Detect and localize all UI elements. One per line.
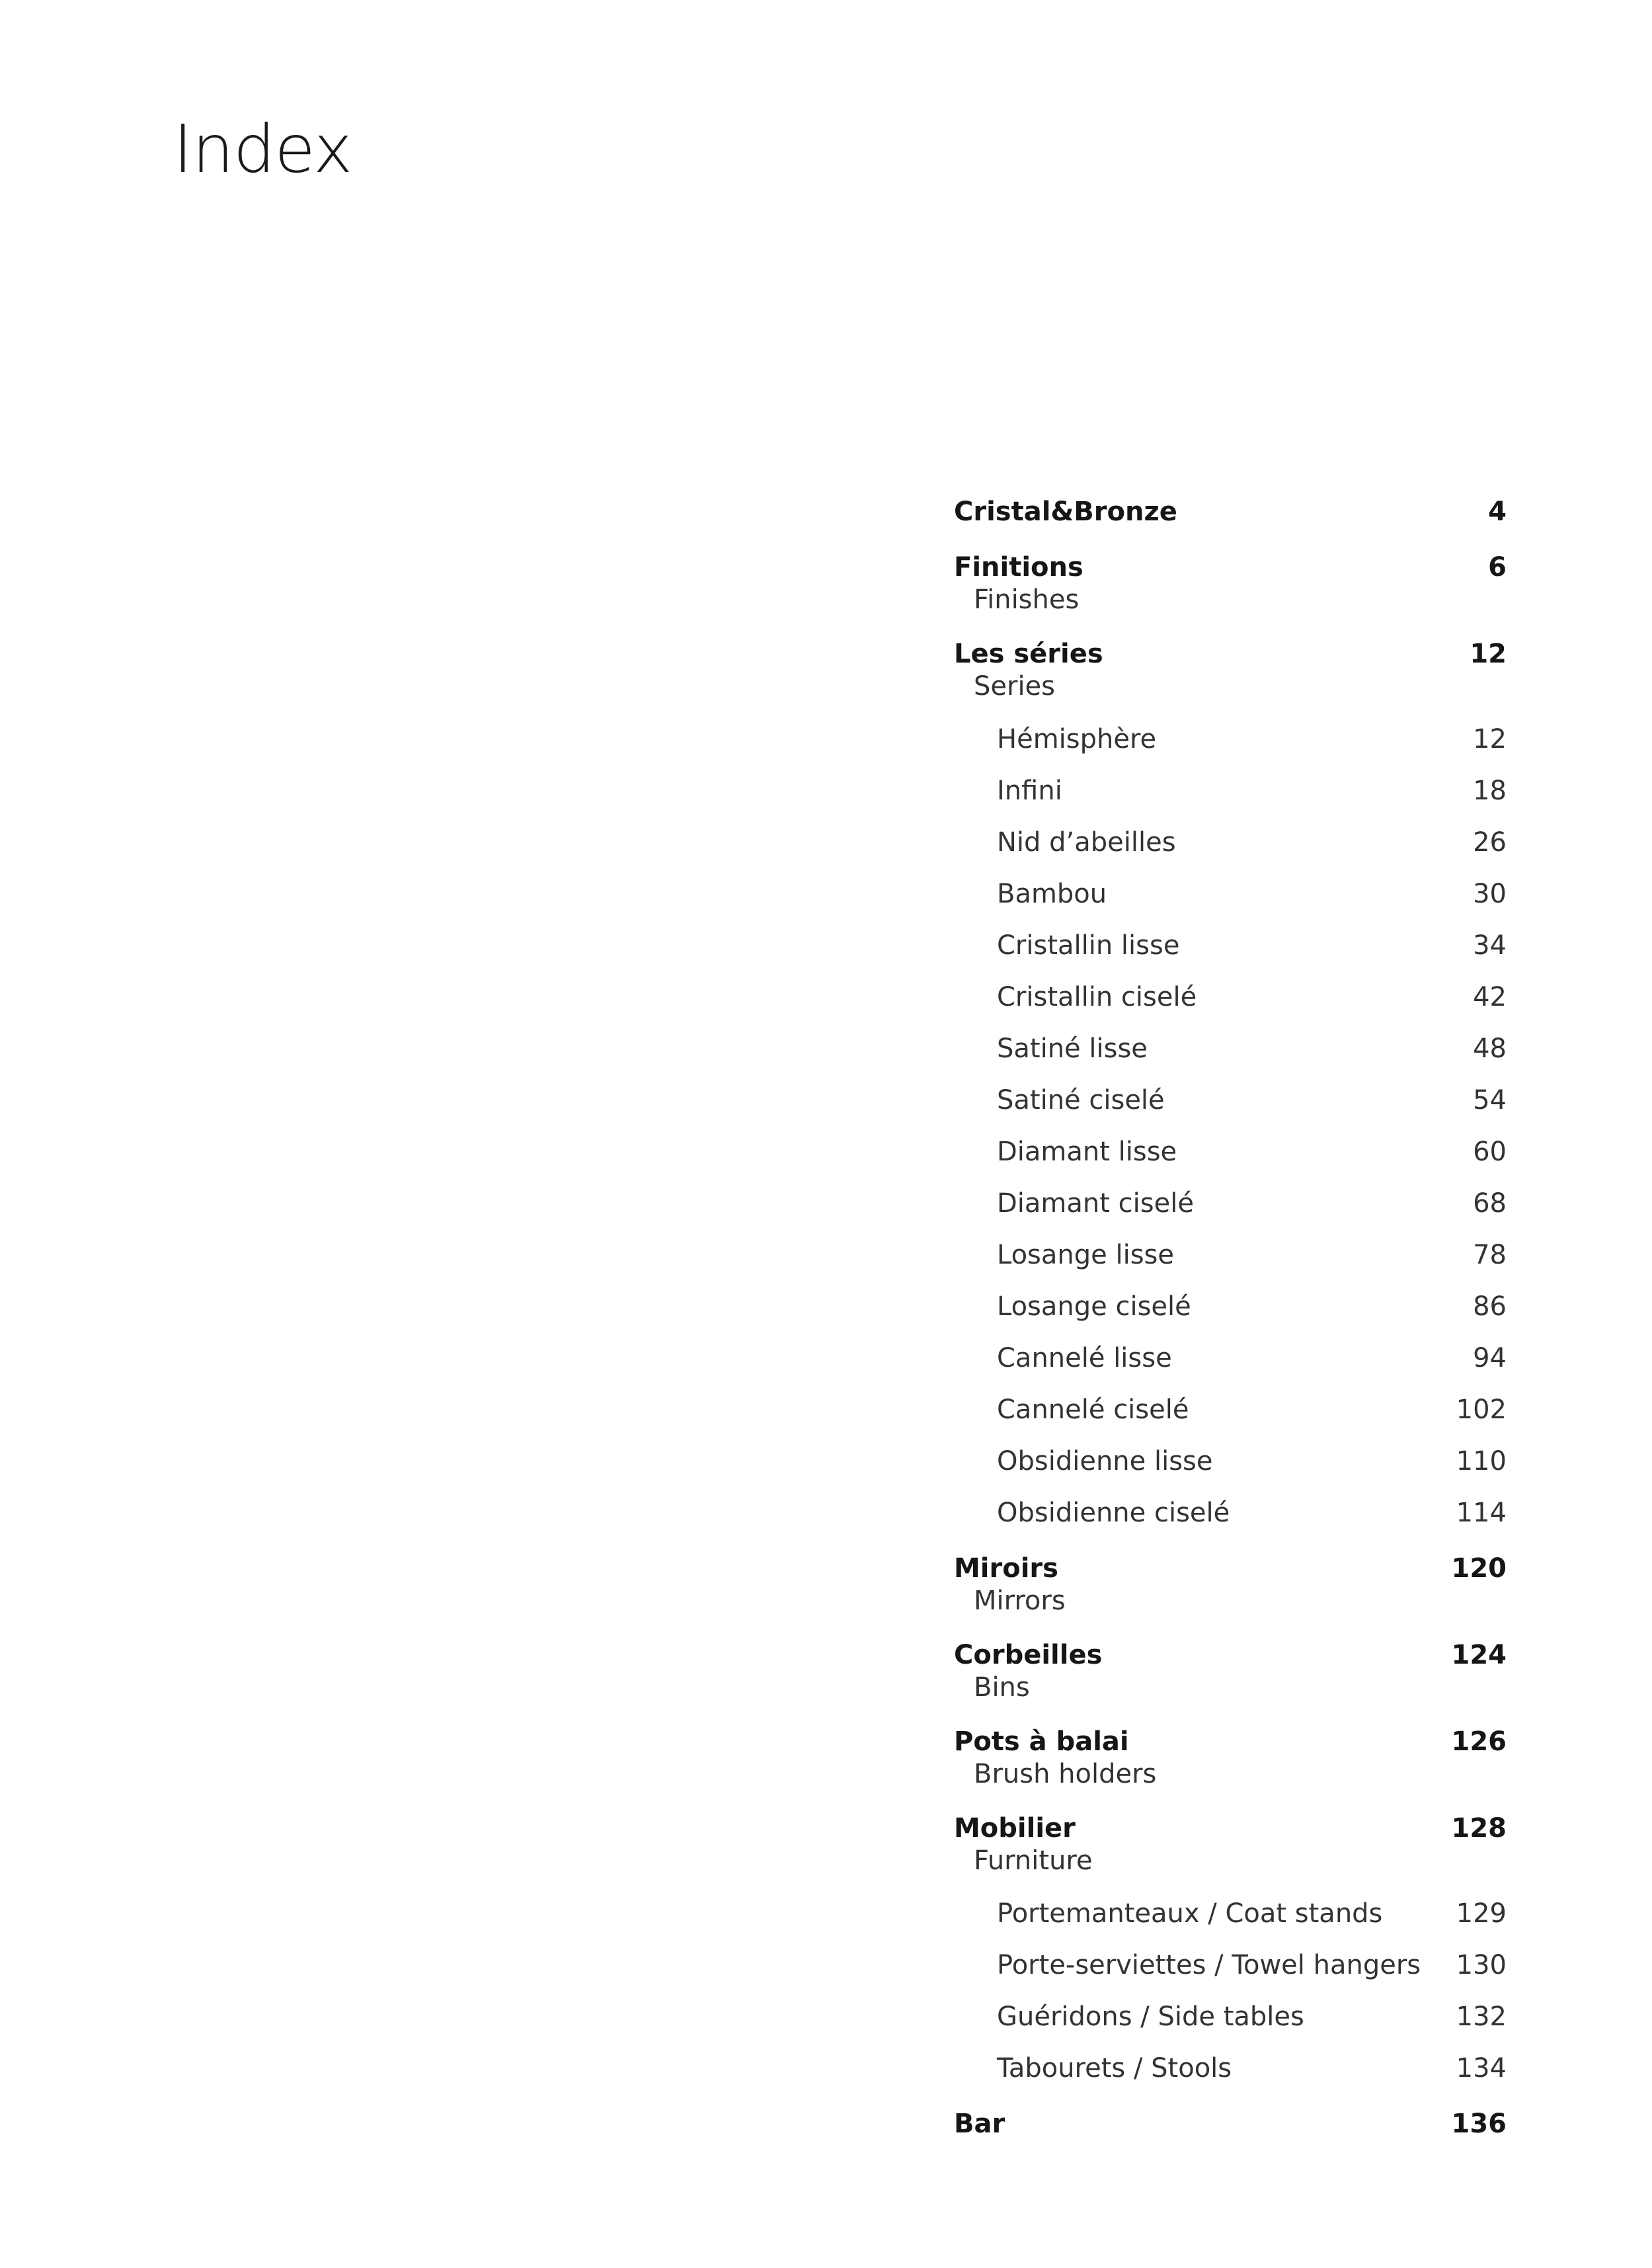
toc-entry-label: Mobilier [954,1813,1076,1843]
table-of-contents [954,495,1507,2141]
toc-entry-label: Les séries [954,639,1103,669]
toc-subentry[interactable] [954,1135,1507,1169]
toc-subentry-page: 26 [1473,827,1507,858]
toc-subentry-page: 110 [1456,1446,1507,1477]
toc-subentry-page: 102 [1456,1395,1507,1425]
toc-subentry-label: Bambou [997,879,1107,909]
toc-subentry-label: Losange ciselé [997,1291,1191,1322]
toc-subentry-page: 42 [1473,982,1507,1012]
toc-subentry[interactable] [954,1032,1507,1066]
toc-subentry-label: Satiné lisse [997,1033,1148,1064]
toc-subentry[interactable] [954,1289,1507,1324]
toc-entry-page: 6 [1488,552,1507,583]
toc-entry-finitions[interactable] [954,550,1507,585]
toc-subentry-page: 54 [1473,1085,1507,1115]
toc-subentry-label: Obsidienne lisse [997,1446,1213,1477]
toc-subentry[interactable] [954,1496,1507,1530]
toc-entry-cristal-bronze[interactable] [954,495,1507,529]
toc-entry-les-series[interactable] [954,637,1507,671]
toc-subentry[interactable] [954,1896,1507,1931]
toc-subentry-label: Nid d’abeilles [997,827,1176,858]
toc-subentry-label: Diamant lisse [997,1137,1177,1167]
toc-entry-page: 12 [1470,639,1507,669]
toc-entry-translation: Furniture [974,1845,1093,1876]
toc-entry-page: 124 [1451,1640,1507,1670]
toc-subentry[interactable] [954,825,1507,860]
toc-subentry-page: 130 [1456,1950,1507,1980]
toc-subentry[interactable] [954,1948,1507,1982]
toc-entry-translation: Finishes [974,585,1080,615]
toc-subentry[interactable] [954,1341,1507,1375]
toc-entry-label: Cristal&Bronze [954,497,1177,527]
toc-subentry-label: Porte-serviettes / Towel hangers [997,1950,1421,1980]
toc-entry-label: Bar [954,2109,1005,2139]
toc-subentry[interactable] [954,2000,1507,2034]
toc-subentry-page: 68 [1473,1188,1507,1219]
toc-subentry-page: 12 [1473,724,1507,754]
toc-subentry[interactable] [954,1186,1507,1221]
toc-entry-page: 136 [1451,2109,1507,2139]
toc-subentry-page: 34 [1473,930,1507,961]
toc-subentry-label: Portemanteaux / Coat stands [997,1898,1383,1929]
toc-subentry[interactable] [954,1393,1507,1427]
toc-entry-translation: Series [974,671,1056,702]
toc-entry-mobilier[interactable] [954,1811,1507,1845]
toc-entry-page: 4 [1488,497,1507,527]
toc-subentry-page: 114 [1456,1498,1507,1528]
toc-subentry[interactable] [954,980,1507,1014]
toc-subentry-page: 132 [1456,2002,1507,2032]
toc-subentry-page: 78 [1473,1240,1507,1270]
toc-subentry-label: Losange lisse [997,1240,1174,1270]
toc-subentry[interactable] [954,774,1507,808]
toc-entry-translation: Brush holders [974,1759,1157,1789]
toc-entry-page: 128 [1451,1813,1507,1843]
toc-subentry-label: Diamant ciselé [997,1188,1194,1219]
toc-entry-page: 120 [1451,1553,1507,1584]
toc-entry-label: Pots à balai [954,1726,1129,1757]
toc-subentry-label: Hémisphère [997,724,1157,754]
toc-subentry-label: Cristallin lisse [997,930,1180,961]
toc-subentry-label: Satiné ciselé [997,1085,1165,1115]
toc-subentry-page: 129 [1456,1898,1507,1929]
toc-subentry[interactable] [954,877,1507,911]
toc-subentry[interactable] [954,1238,1507,1272]
toc-subentry[interactable] [954,2051,1507,2086]
toc-entry-label: Miroirs [954,1553,1058,1584]
page-title: Index [173,110,352,188]
toc-entry-bar[interactable] [954,2107,1507,2141]
toc-subentry-page: 30 [1473,879,1507,909]
toc-entry-label: Corbeilles [954,1640,1103,1670]
toc-subentry[interactable] [954,928,1507,963]
toc-entry-translation: Bins [974,1672,1030,1703]
toc-subentry[interactable] [954,722,1507,756]
toc-subentry-label: Infini [997,776,1062,806]
toc-subentry-label: Guéridons / Side tables [997,2002,1304,2032]
toc-subentry-page: 86 [1473,1291,1507,1322]
toc-entry-label: Finitions [954,552,1083,583]
toc-subentry-page: 134 [1456,2053,1507,2084]
toc-subentry-page: 48 [1473,1033,1507,1064]
toc-entry-translation: Mirrors [974,1586,1066,1616]
toc-subentry-label: Cannelé lisse [997,1343,1172,1373]
toc-subentry-page: 18 [1473,776,1507,806]
toc-subentry-page: 60 [1473,1137,1507,1167]
toc-subentry-label: Cristallin ciselé [997,982,1197,1012]
toc-entry-page: 126 [1451,1726,1507,1757]
toc-entry-pots-a-balai[interactable] [954,1724,1507,1759]
toc-entry-corbeilles[interactable] [954,1638,1507,1672]
toc-entry-miroirs[interactable] [954,1551,1507,1586]
toc-subentry[interactable] [954,1083,1507,1117]
toc-subentry-label: Cannelé ciselé [997,1395,1189,1425]
toc-subentry-page: 94 [1473,1343,1507,1373]
toc-subentry-label: Tabourets / Stools [997,2053,1232,2084]
toc-subentry-label: Obsidienne ciselé [997,1498,1230,1528]
toc-subentry[interactable] [954,1444,1507,1478]
